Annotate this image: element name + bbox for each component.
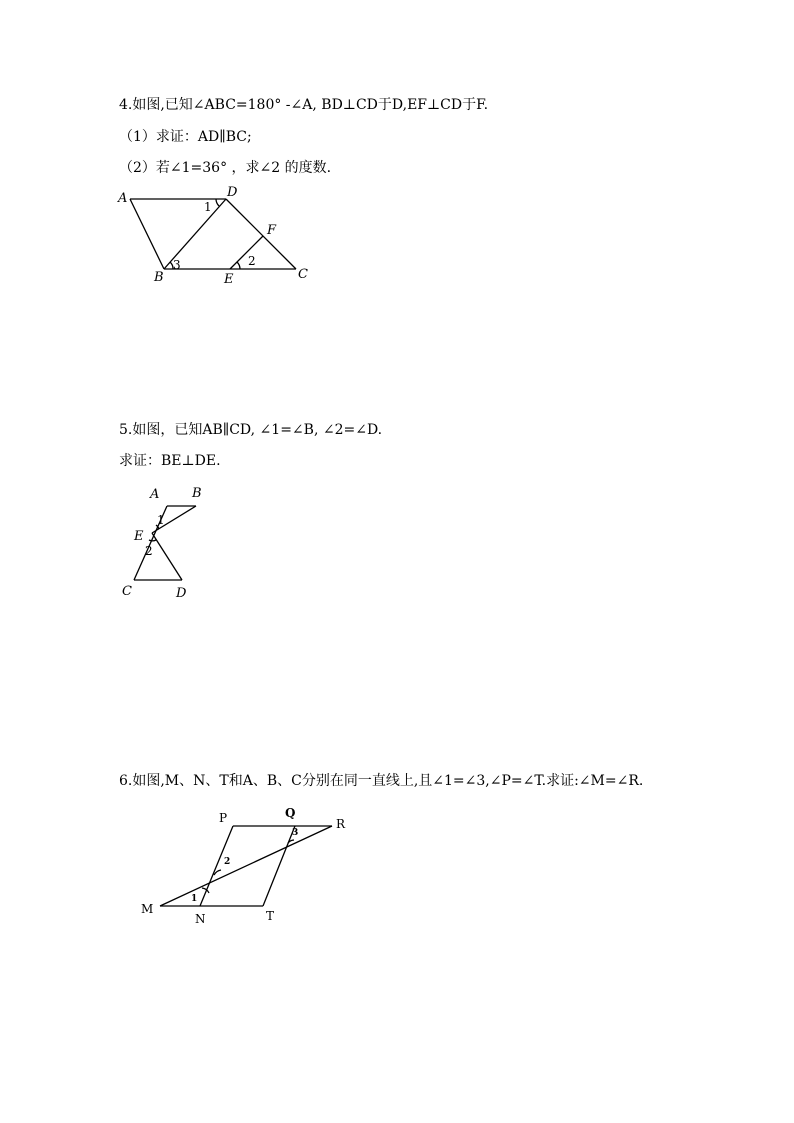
q5-stem: 5.如图，已知AB∥CD, ∠1=∠B, ∠2=∠D. bbox=[119, 422, 383, 438]
angle-2-label: 2 bbox=[248, 254, 256, 268]
q4-stem: 4.如图,已知∠ABC=180° -∠A, BD⊥CD于D,EF⊥CD于F. bbox=[119, 97, 489, 113]
segment-ed bbox=[152, 533, 182, 580]
q4-part2: （2）若∠1=36° ，求∠2 的度数. bbox=[119, 160, 332, 176]
q6-stem: 6.如图,M、N、T和A、B、C分别在同一直线上,且∠1=∠3,∠P=∠T.求证:∠M=∠R. bbox=[119, 773, 644, 789]
label-a: A bbox=[150, 487, 160, 502]
label-b: B bbox=[154, 270, 164, 285]
segment-qt bbox=[263, 826, 295, 906]
angle-3-label: 3 bbox=[292, 828, 299, 838]
segment-ef bbox=[230, 236, 263, 269]
segment-dc bbox=[226, 199, 296, 269]
label-e: E bbox=[224, 272, 234, 287]
label-b: B bbox=[192, 486, 202, 501]
label-m: M bbox=[141, 902, 154, 916]
angle-2-label: 2 bbox=[145, 544, 153, 558]
angle-1-label: 1 bbox=[157, 513, 165, 527]
angle-2-arc bbox=[149, 540, 156, 541]
q5-prove: 求证：BE⊥DE. bbox=[119, 453, 221, 469]
label-p: P bbox=[219, 811, 228, 825]
angle-1-arc bbox=[216, 199, 219, 206]
angle-2-label: 2 bbox=[224, 857, 231, 867]
label-c: C bbox=[298, 267, 308, 282]
q5-figure bbox=[110, 482, 220, 607]
angle-1-label: 1 bbox=[191, 894, 198, 904]
label-d: D bbox=[227, 185, 238, 200]
q6-figure bbox=[135, 805, 360, 930]
label-d: D bbox=[176, 586, 187, 601]
q4-part1: （1）求证：AD∥BC; bbox=[119, 129, 252, 145]
label-e: E bbox=[134, 529, 144, 544]
label-r: R bbox=[336, 817, 346, 831]
angle-3-label: 3 bbox=[173, 258, 181, 272]
label-f: F bbox=[267, 223, 277, 238]
segment-mr bbox=[160, 826, 332, 906]
angle-1-label: 1 bbox=[204, 200, 212, 214]
label-n: N bbox=[195, 912, 206, 926]
segment-ab bbox=[130, 199, 164, 269]
label-q: Q bbox=[285, 806, 296, 820]
label-c: C bbox=[122, 584, 132, 599]
angle-2-arc bbox=[237, 262, 240, 269]
label-a: A bbox=[118, 191, 128, 206]
q4-figure bbox=[110, 180, 330, 290]
label-t: T bbox=[266, 909, 275, 923]
